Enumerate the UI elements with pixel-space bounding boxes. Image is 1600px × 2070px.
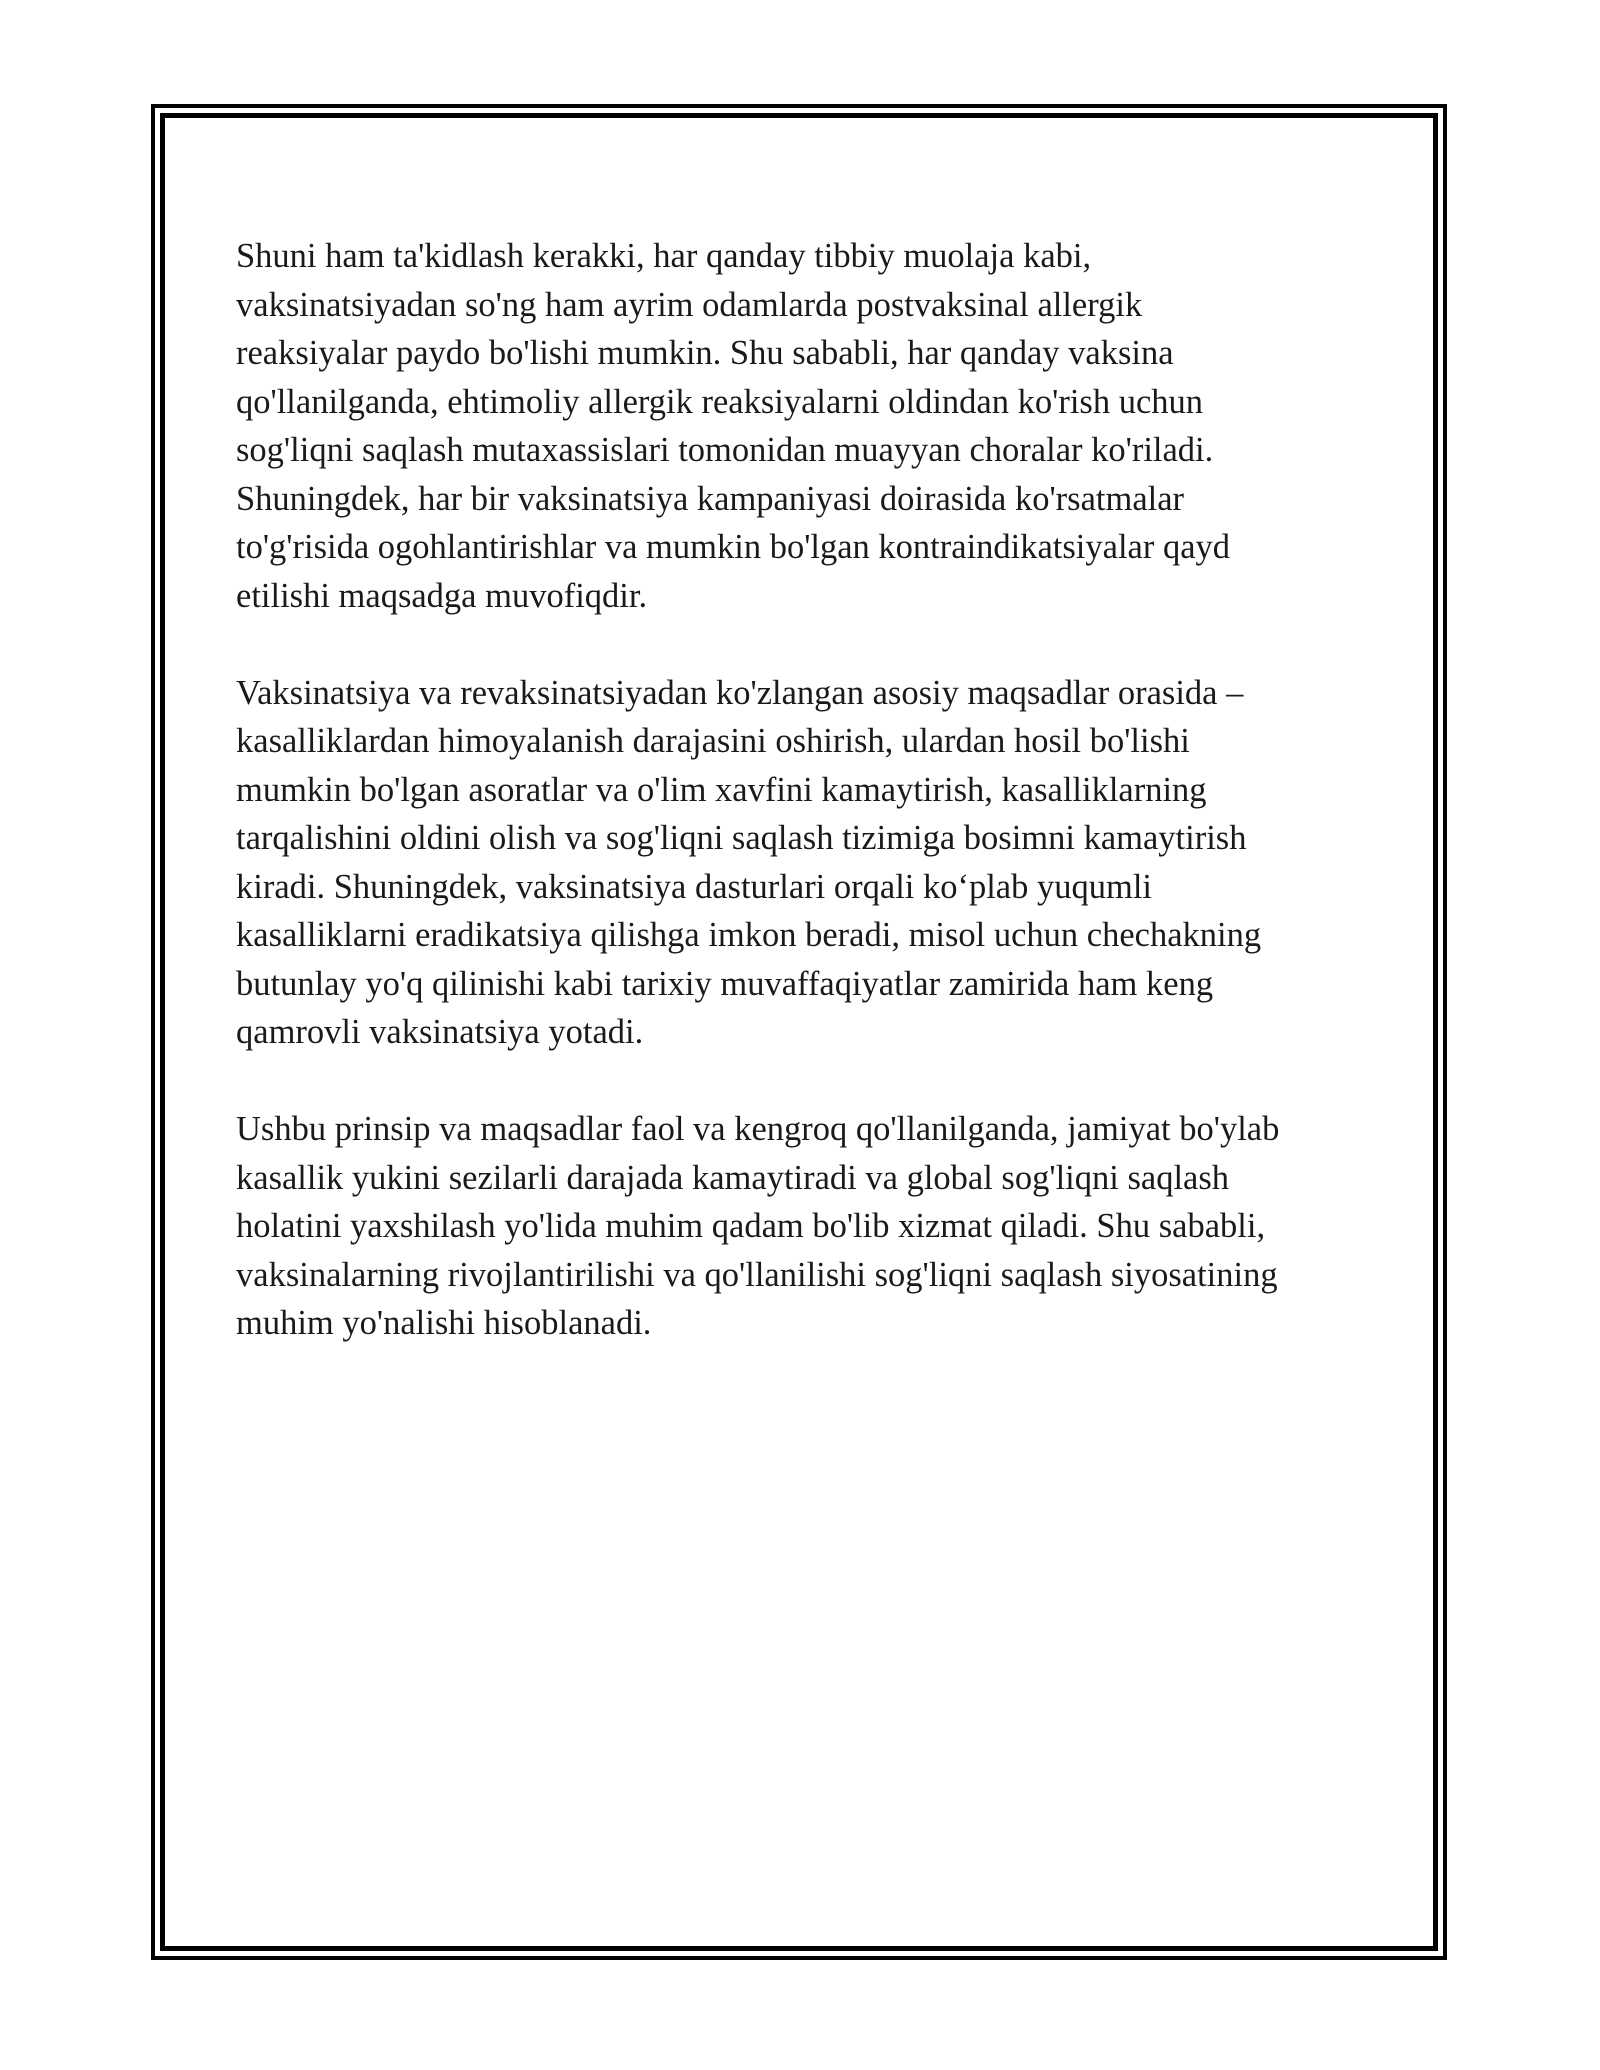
paragraph-2: Vaksinatsiya va revaksinatsiyadan ko'zlangan asosiy maqsadlar orasida – kasalliklardan himoyalanish darajasini oshirish, ulardan hosil bo'lishi mumkin bo'lgan asoratlar va o'lim xavfini kamaytirish, kasalliklarning tarqalishini oldini olish va sog'liqni saqlash tizimiga bosimni kamaytirish kiradi. Shuningdek, vaksinatsiya dasturlari orqali ko‘plab yuqumli kasalliklarni eradikatsiya qilishga imkon beradi, misol uchun chechakning butunlay yo'q qilinishi kabi tarixiy muvaffaqiyatlar zamirida ham keng qamrovli vaksinatsiya yotadi. — [236, 673, 1262, 1051]
document-body — [236, 232, 1376, 1396]
paragraph-1: Shuni ham ta'kidlash kerakki, har qanday tibbiy muolaja kabi, vaksinatsiyadan so'ng ham ayrim odamlarda postvaksinal allergik reaksiyalar paydo bo'lishi mumkin. Shu sababli, har qanday vaksina qo'llanilganda, ehtimoliy allergik reaksiyalarni oldindan ko'rish uchun sog'liqni saqlash mutaxassislari tomonidan muayyan choralar ko'riladi. Shuningdek, har bir vaksinatsiya kampaniyasi doirasida ko'rsatmalar to'g'risida ogohlantirishlar va mumkin bo'lgan kontraindikatsiyalar qayd etilishi maqsadga muvofiqdir. — [236, 237, 1231, 615]
paragraph-3: Ushbu prinsip va maqsadlar faol va kengroq qo'llanilganda, jamiyat bo'ylab kasallik yukini sezilarli darajada kamaytiradi va global sog'liqni saqlash holatini yaxshilash yo'lida muhim qadam bo'lib xizmat qiladi. Shu sababli, vaksinalarning rivojlantirilishi va qo'llanilishi sog'liqni saqlash siyosatining muhim yo'nalishi hisoblanadi. — [236, 1110, 1280, 1342]
